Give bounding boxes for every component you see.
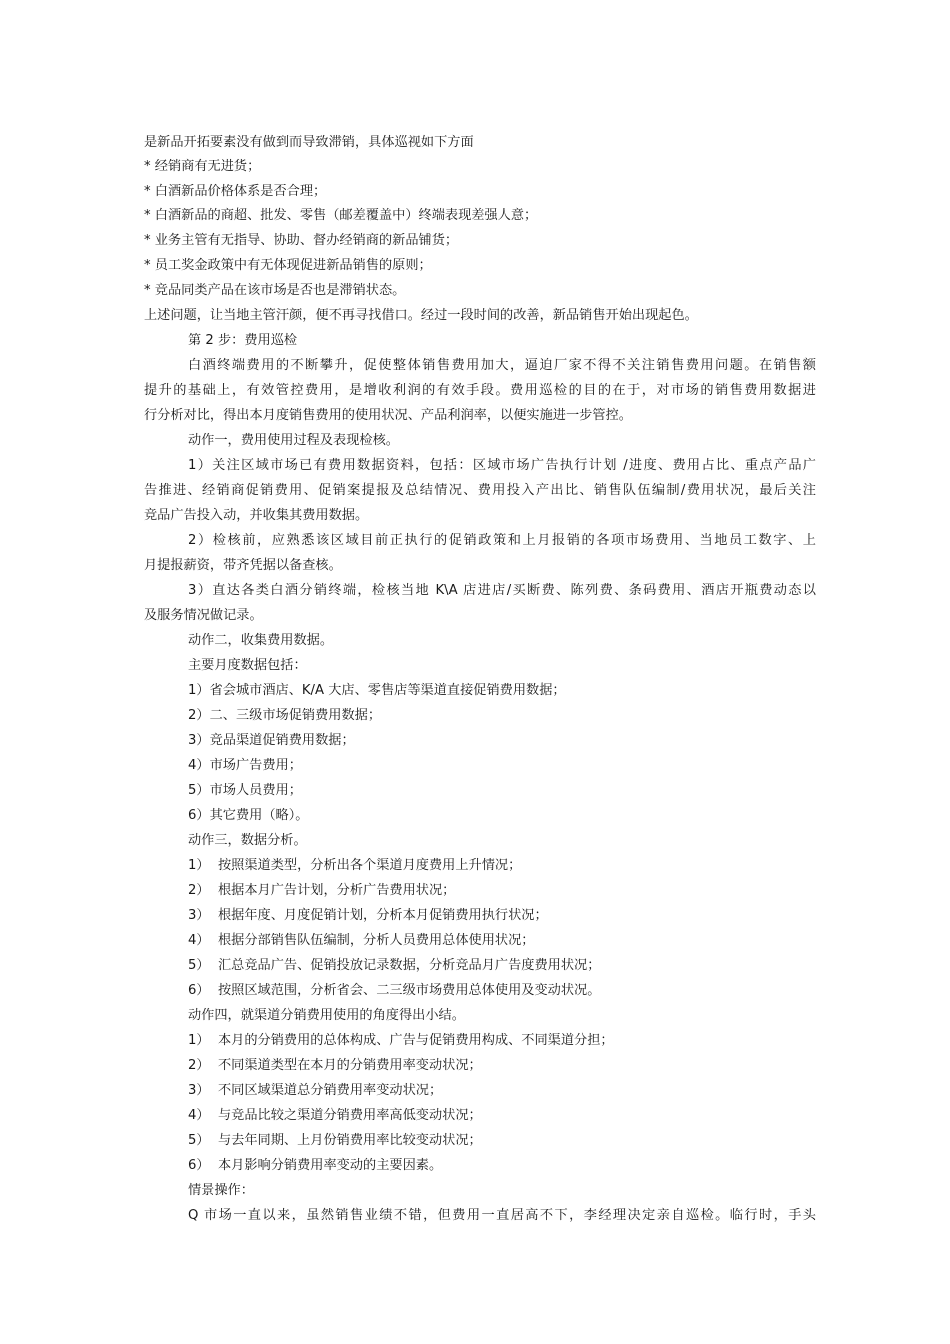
list-number: 5） xyxy=(188,1133,210,1148)
list-item: 5） 汇总竞品广告、促销投放记录数据，分析竞品月广告度费用状况； xyxy=(188,956,816,976)
body-line: 是新品开拓要素没有做到而导致滞销，具体巡视如下方面 xyxy=(144,135,474,150)
list-number: 3） xyxy=(188,908,210,923)
list-number: 1） xyxy=(188,1033,210,1048)
section-heading: 第 2 步：费用巡检 xyxy=(188,333,298,348)
list-item: 1） 本月的分销费用的总体构成、广告与促销费用构成、不同渠道分担； xyxy=(188,1031,816,1051)
body-line: 月提报薪资，带齐凭据以备查核。 xyxy=(144,558,342,573)
list-item: 1）省会城市酒店、K/A 大店、零售店等渠道直接促销费用数据； xyxy=(188,683,566,698)
body-line: 1）关注区域市场已有费用数据资料，包括：区域市场广告执行计划 /进度、费用占比、重点产品广 xyxy=(188,458,816,473)
list-item: 2） 不同渠道类型在本月的分销费用率变动状况； xyxy=(188,1056,816,1076)
body-line: 上述问题，让当地主管汗颜，便不再寻找借口。经过一段时间的改善，新品销售开始出现起色。 xyxy=(144,308,698,323)
list-item: 1） 按照渠道类型，分析出各个渠道月度费用上升情况； xyxy=(188,856,816,876)
list-number: 1） xyxy=(188,858,210,873)
list-number: 3） xyxy=(188,1083,210,1098)
bullet-item: * 白酒新品的商超、批发、零售（邮差覆盖中）终端表现差强人意； xyxy=(144,208,538,223)
list-item: 5） 与去年同期、上月份销费用率比较变动状况； xyxy=(188,1131,816,1151)
bullet-item: * 白酒新品价格体系是否合理； xyxy=(144,184,327,199)
bullet-item: * 业务主管有无指导、协助、督办经销商的新品铺货； xyxy=(144,233,459,248)
list-item: 4） 与竞品比较之渠道分销费用率高低变动状况； xyxy=(188,1106,816,1126)
list-number: 4） xyxy=(188,1108,210,1123)
body-line: Q 市场一直以来，虽然销售业绩不错，但费用一直居高不下，李经理决定亲自巡检。临行时，手头 xyxy=(188,1208,816,1223)
list-item: 6） 本月影响分销费用率变动的主要因素。 xyxy=(188,1156,816,1176)
bullet-item: * 员工奖金政策中有无体现促进新品销售的原则； xyxy=(144,258,432,273)
body-line: 2）检核前，应熟悉该区域目前正执行的促销政策和上月报销的各项市场费用、当地员工数字、上 xyxy=(188,533,816,548)
list-item: 3）竞品渠道促销费用数据； xyxy=(188,733,355,748)
body-line: 及服务情况做记录。 xyxy=(144,608,263,623)
action-heading: 动作三，数据分析。 xyxy=(188,833,307,848)
body-line: 3）直达各类白酒分销终端，检核当地 K\A 店进店/买断费、陈列费、条码费用、酒店开瓶费动态以 xyxy=(188,583,816,598)
action-heading: 动作四，就渠道分销费用使用的角度得出小结。 xyxy=(188,1008,465,1023)
list-item: 2）二、三级市场促销费用数据； xyxy=(188,708,382,723)
body-line: 白酒终端费用的不断攀升，促使整体销售费用加大，逼迫厂家不得不关注销售费用问题。在销售额 xyxy=(188,358,816,373)
list-number: 2） xyxy=(188,883,210,898)
body-line: 行分析对比，得出本月度销售费用的使用状况、产品利润率，以便实施进一步管控。 xyxy=(144,408,632,423)
list-number: 4） xyxy=(188,933,210,948)
section-heading: 情景操作： xyxy=(188,1183,254,1198)
list-item: 3） 不同区域渠道总分销费用率变动状况； xyxy=(188,1081,816,1101)
list-item: 5）市场人员费用； xyxy=(188,783,302,798)
list-number: 6） xyxy=(188,1158,210,1173)
action-heading: 动作一，费用使用过程及表现检核。 xyxy=(188,433,399,448)
list-item: 3） 根据年度、月度促销计划，分析本月促销费用执行状况； xyxy=(188,906,816,926)
body-line: 主要月度数据包括： xyxy=(188,658,307,673)
list-number: 5） xyxy=(188,958,210,973)
bullet-item: * 经销商有无进货； xyxy=(144,159,261,174)
list-item: 4） 根据分部销售队伍编制，分析人员费用总体使用状况； xyxy=(188,931,816,951)
list-number: 2） xyxy=(188,1058,210,1073)
body-line: 告推进、经销商促销费用、促销案提报及总结情况、费用投入产出比、销售队伍编制/费用状况，最后关注 xyxy=(144,483,816,498)
body-line: 提升的基础上，有效管控费用，是增收利润的有效手段。费用巡检的目的在于，对市场的销售费用数据进 xyxy=(144,383,816,398)
list-item: 4）市场广告费用； xyxy=(188,758,302,773)
body-line: 竞品广告投入动，并收集其费用数据。 xyxy=(144,508,369,523)
list-item: 6）其它费用（略）。 xyxy=(188,808,309,823)
list-number: 6） xyxy=(188,983,210,998)
list-item: 6） 按照区域范围，分析省会、二三级市场费用总体使用及变动状况。 xyxy=(188,981,816,1001)
bullet-item: * 竞品同类产品在该市场是否也是滞销状态。 xyxy=(144,283,406,298)
action-heading: 动作二，收集费用数据。 xyxy=(188,633,334,648)
list-item: 2） 根据本月广告计划，分析广告费用状况； xyxy=(188,881,816,901)
